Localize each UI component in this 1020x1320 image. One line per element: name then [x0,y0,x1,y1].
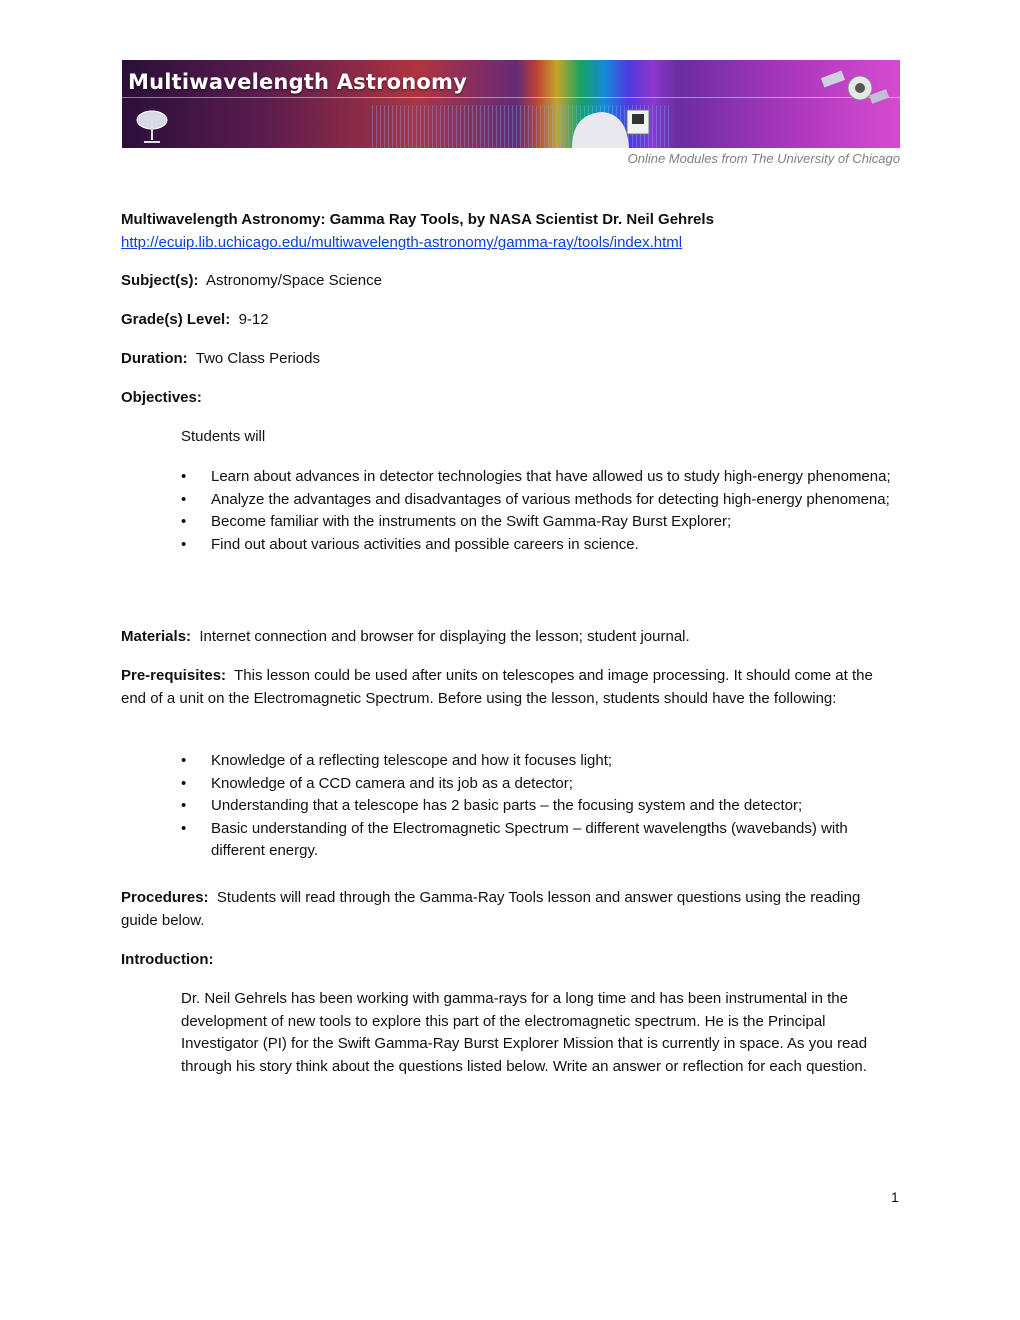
banner-divider [122,97,900,98]
materials-value: Internet connection and browser for displaying the lesson; student journal. [199,628,690,645]
list-item: • Knowledge of a reflecting telescope and how it focuses light; [181,750,896,773]
observatory-dome-icon [567,100,657,148]
subjects-line [121,270,382,293]
list-item: • Understanding that a telescope has 2 basic parts – the focusing system and the detector; [181,795,896,818]
objectives-list [181,466,896,556]
objectives-label: Objectives: [121,389,202,406]
header-banner [122,60,900,148]
procedures-label: Procedures: [121,889,209,906]
procedures-value: Students will read through the Gamma-Ray Tools lesson and answer questions using the reading guide below. [121,889,861,929]
grade-label: Grade(s) Level: [121,311,231,328]
list-item: • Learn about advances in detector technologies that have allowed us to study high-energy phenomena; [181,466,896,489]
objectives-intro: Students will [181,428,266,445]
subjects-label: Subject(s): [121,272,199,289]
grade-value: 9-12 [238,311,269,328]
list-item: • Find out about various activities and possible careers in science. [181,534,896,557]
satellite-icon [820,66,890,116]
list-item: • Knowledge of a CCD camera and its job as a detector; [181,773,896,796]
materials-label: Materials: [121,628,192,645]
document-title: Multiwavelength Astronomy: Gamma Ray Tools, by NASA Scientist Dr. Neil Gehrels [121,211,714,228]
prerequisites-list [181,750,896,863]
prerequisites-label: Pre-requisites: [121,667,227,684]
list-item: • Become familiar with the instruments on the Swift Gamma-Ray Burst Explorer; [181,511,896,534]
lesson-url-link[interactable]: http://ecuip.lib.uchicago.edu/multiwavelength-astronomy/gamma-ray/tools/index.html [121,234,683,251]
prerequisites-value: This lesson could be used after units on telescopes and image processing. It should come at the end of a unit on the Electromagnetic Spectrum. Before using the lesson, students should have the following: [121,667,873,707]
duration-label: Duration: [121,350,188,367]
introduction-label: Introduction: [121,951,214,968]
subjects-value: Astronomy/Space Science [206,272,382,289]
introduction-text: Dr. Neil Gehrels has been working with gamma-rays for a long time and has been instrumental in the development of new tools to explore this part of the electromagnetic spectrum. He is the Principal Investigator (PI) for the Swift Gamma-Ray Burst Explorer Mission that is currently in space. As you read through his story think about the questions listed below. Write an answer or reflection for each question. [181,990,868,1075]
page-number: 1 [891,1189,899,1205]
list-item: • Analyze the advantages and disadvantages of various methods for detecting high-energy phenomena; [181,489,896,512]
grade-line [121,309,269,332]
duration-value: Two Class Periods [195,350,320,367]
radio-dish-icon [132,104,172,144]
banner-title: Multiwavelength Astronomy [128,70,468,94]
list-item: • Basic understanding of the Electromagnetic Spectrum – different wavelengths (wavebands) with different energy. [181,818,896,863]
prerequisites-paragraph [121,665,891,710]
materials-line [121,626,901,649]
procedures-paragraph [121,887,891,932]
banner-subtitle: Online Modules from The University of Chicago [627,151,900,166]
duration-line [121,348,320,371]
